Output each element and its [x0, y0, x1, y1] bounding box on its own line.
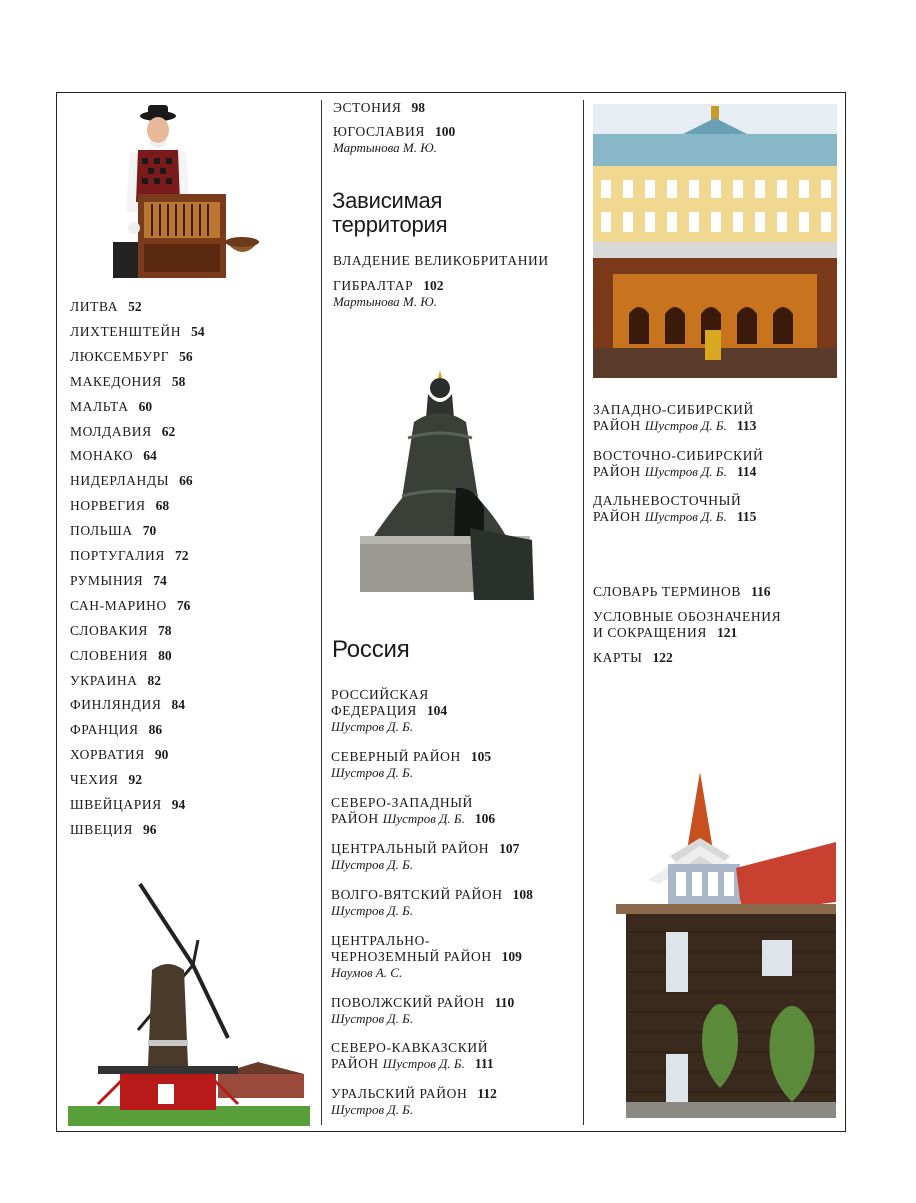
page-number: 92 — [128, 772, 143, 788]
entry-author: Мартынова М. Ю. — [333, 140, 437, 155]
page-number: 105 — [470, 749, 492, 764]
toc-entry-russian-federation[interactable] — [331, 687, 447, 735]
page-number: 58 — [171, 373, 186, 389]
page-number: 113 — [736, 418, 757, 433]
entry-title: ПОРТУГАЛИЯ — [70, 548, 165, 563]
entry-title: НИДЕРЛАНДЫ — [70, 473, 170, 489]
entry-author: Шустров Д. Б. — [382, 1056, 465, 1071]
entry-title: ДАЛЬНЕВОСТОЧНЫЙ — [593, 493, 742, 508]
toc-entry[interactable] — [70, 424, 175, 440]
page-number: 62 — [161, 423, 176, 439]
section-heading-dependent — [332, 189, 447, 237]
toc-entry[interactable] — [70, 448, 157, 464]
entry-author: Шустров Д. Б. — [644, 464, 727, 479]
entry-title: НОРВЕГИЯ — [70, 498, 146, 514]
entry-title: ПОВОЛЖСКИЙ РАЙОН — [331, 995, 485, 1010]
entry-title: ШВЕЙЦАРИЯ — [70, 797, 162, 812]
page-number: 100 — [435, 124, 456, 139]
toc-entry-volga-vyatka[interactable] — [331, 887, 533, 919]
page-number: 56 — [179, 348, 193, 364]
page-number: 68 — [155, 498, 170, 514]
toc-entry-ural[interactable] — [331, 1086, 497, 1118]
entry-title: МОЛДАВИЯ — [70, 423, 152, 439]
toc-entry-povolzh[interactable] — [331, 995, 514, 1027]
toc-entry[interactable] — [70, 747, 168, 763]
toc-entry-maps[interactable] — [593, 650, 673, 666]
toc-entry[interactable] — [70, 573, 167, 589]
entry-title: УКРАИНА — [70, 672, 138, 688]
entry-title: ЗАПАДНО-СИБИРСКИЙ — [593, 402, 754, 417]
entry-title: СЛОВЕНИЯ — [70, 647, 149, 663]
toc-entry[interactable] — [70, 374, 185, 390]
entry-title: СЕВЕРО-ЗАПАДНЫЙ — [331, 795, 473, 810]
page-number: 66 — [179, 473, 193, 489]
entry-title: ЛЮКСЕМБУРГ — [70, 348, 170, 364]
page-number: 82 — [147, 672, 162, 688]
page-number: 114 — [736, 464, 757, 479]
entry-title: УРАЛЬСКИЙ РАЙОН — [331, 1086, 468, 1101]
page-number: 112 — [477, 1086, 497, 1101]
entry-author: Шустров Д. Б. — [331, 1102, 414, 1117]
page-number: 110 — [494, 995, 515, 1010]
entry-title: ФЕДЕРАЦИЯ — [331, 703, 417, 718]
toc-entry-chernozem[interactable] — [331, 933, 522, 981]
entry-author: Шустров Д. Б. — [331, 719, 414, 734]
page-number: 86 — [148, 722, 163, 738]
toc-entry-east-siberia[interactable] — [593, 448, 763, 480]
entry-title: РАЙОН — [593, 464, 641, 479]
entry-author: Шустров Д. Б. — [644, 509, 727, 524]
page-number: 60 — [138, 398, 153, 414]
toc-entry[interactable] — [70, 349, 193, 365]
organ-grinder-illustration — [108, 102, 263, 280]
entry-title: РУМЫНИЯ — [70, 572, 144, 588]
entry-author: Шустров Д. Б. — [331, 857, 414, 872]
page-number: 104 — [426, 703, 448, 718]
entry-title: РАЙОН — [593, 418, 641, 433]
page-number: 84 — [171, 697, 185, 713]
entry-title: МАЛЬТА — [70, 398, 129, 414]
entry-title: КАРТЫ — [593, 650, 643, 665]
toc-entry[interactable] — [70, 648, 172, 664]
tsar-bell-illustration — [356, 368, 534, 600]
windmill-illustration — [68, 880, 310, 1126]
toc-entry[interactable] — [70, 673, 161, 689]
page-number: 108 — [512, 887, 533, 902]
entry-title: ЛИТВА — [70, 299, 119, 314]
toc-entry[interactable] — [70, 797, 185, 813]
toc-entry-north-caucasus[interactable] — [331, 1040, 494, 1072]
page-number: 70 — [142, 523, 157, 539]
toc-entry[interactable] — [70, 548, 188, 564]
entry-title: ЦЕНТРАЛЬНО- — [331, 933, 431, 948]
page-number: 78 — [158, 622, 172, 638]
entry-title: САН-МАРИНО — [70, 597, 167, 613]
page-number: 102 — [423, 278, 444, 293]
toc-entry-glossary[interactable] — [593, 584, 770, 600]
toc-entry[interactable] — [70, 822, 156, 838]
heading-line: Зависимая — [332, 188, 443, 213]
entry-title: ПОЛЬША — [70, 523, 133, 539]
toc-entry[interactable] — [70, 473, 193, 489]
entry-title: ЧЕРНОЗЕМНЫЙ РАЙОН — [331, 949, 492, 964]
page-number: 94 — [171, 797, 186, 812]
entry-author: Шустров Д. Б. — [331, 903, 414, 918]
toc-entry[interactable] — [70, 324, 205, 340]
entry-title: ЧЕХИЯ — [70, 772, 119, 788]
entry-title: РАЙОН — [593, 509, 641, 524]
entry-title: И СОКРАЩЕНИЯ — [593, 625, 707, 640]
page-number: 80 — [158, 647, 172, 663]
entry-title: ФРАНЦИЯ — [70, 722, 139, 738]
entry-title: РАЙОН — [331, 811, 379, 826]
entry-title: ВОЛГО-ВЯТСКИЙ РАЙОН — [331, 887, 503, 902]
toc-entry-legend[interactable] — [593, 609, 781, 641]
entry-title: ЭСТОНИЯ — [333, 100, 402, 115]
page-number: 96 — [142, 821, 157, 837]
page-number: 72 — [174, 548, 189, 563]
entry-author: Шустров Д. Б. — [331, 765, 414, 780]
entry-author: Мартынова М. Ю. — [333, 294, 437, 309]
toc-entry[interactable] — [70, 523, 156, 539]
entry-title: МАКЕДОНИЯ — [70, 373, 162, 389]
toc-entry-northwest[interactable] — [331, 795, 495, 827]
page-number: 116 — [750, 584, 771, 599]
toc-entry-north[interactable] — [331, 749, 491, 781]
page-number: 98 — [411, 100, 425, 115]
page-number: 111 — [474, 1056, 494, 1071]
toc-entry-west-siberia[interactable] — [593, 402, 756, 434]
entry-title: МОНАКО — [70, 448, 134, 464]
entry-title: СЕВЕРО-КАВКАЗСКИЙ — [331, 1040, 489, 1055]
entry-title: ФИНЛЯНДИЯ — [70, 697, 162, 713]
entry-title: УСЛОВНЫЕ ОБОЗНАЧЕНИЯ — [593, 609, 782, 624]
page-number: 52 — [128, 299, 142, 314]
page-number: 109 — [501, 949, 522, 964]
toc-entry-far-east[interactable] — [593, 493, 756, 525]
subheading-uk-possession — [333, 253, 549, 269]
heading-line: Россия — [332, 636, 410, 663]
subheading-text: ВЛАДЕНИЕ ВЕЛИКОБРИТАНИИ — [333, 253, 549, 268]
entry-title: РАЙОН — [331, 1056, 379, 1071]
heading-line: территория — [332, 212, 448, 237]
page-number: 106 — [474, 811, 496, 826]
page-number: 121 — [716, 625, 738, 640]
toc-entry[interactable] — [70, 498, 169, 514]
entry-title: ЛИХТЕНШТЕЙН — [70, 323, 182, 339]
toc-entry[interactable] — [70, 772, 142, 788]
toc-entry[interactable] — [70, 722, 162, 738]
page-number: 122 — [652, 650, 673, 665]
entry-author: Шустров Д. Б. — [644, 418, 727, 433]
page-number: 90 — [154, 747, 169, 763]
page-number: 74 — [153, 572, 167, 588]
page-number: 115 — [736, 509, 757, 524]
toc-entry[interactable] — [70, 598, 190, 614]
toc-entry-central[interactable] — [331, 841, 519, 873]
entry-title: ХОРВАТИЯ — [70, 747, 145, 763]
entry-author: Шустров Д. Б. — [382, 811, 465, 826]
entry-author: Наумов А. С. — [331, 965, 403, 980]
section-heading-russia — [332, 638, 410, 662]
entry-title: ЦЕНТРАЛЬНЫЙ РАЙОН — [331, 841, 490, 856]
toc-entry[interactable] — [70, 299, 142, 315]
entry-title: ВОСТОЧНО-СИБИРСКИЙ — [593, 448, 764, 463]
entry-title: СЕВЕРНЫЙ РАЙОН — [331, 749, 461, 764]
entry-title: ШВЕЦИЯ — [70, 821, 133, 837]
peterhof-palace-illustration — [593, 104, 837, 378]
column-divider-1 — [321, 100, 322, 1125]
entry-author: Шустров Д. Б. — [331, 1011, 414, 1026]
toc-entry[interactable] — [70, 623, 172, 639]
toc-entry-gibraltar[interactable] — [333, 278, 443, 310]
entry-title: ГИБРАЛТАР — [333, 278, 414, 293]
wooden-house-illustration — [612, 772, 838, 1124]
page-number: 64 — [143, 448, 157, 464]
entry-title: СЛОВАРЬ ТЕРМИНОВ — [593, 584, 741, 599]
entry-title: СЛОВАКИЯ — [70, 622, 149, 638]
page-number: 54 — [191, 323, 205, 339]
toc-entry[interactable] — [70, 697, 185, 713]
entry-title: ЮГОСЛАВИЯ — [333, 124, 425, 139]
page-number: 76 — [176, 597, 191, 613]
page-number: 107 — [499, 841, 520, 856]
toc-entry-estonia[interactable] — [333, 100, 425, 116]
entry-title: РОССИЙСКАЯ — [331, 687, 429, 702]
toc-entry-yugoslavia[interactable] — [333, 124, 455, 156]
column-divider-2 — [583, 100, 584, 1125]
toc-entry[interactable] — [70, 399, 152, 415]
